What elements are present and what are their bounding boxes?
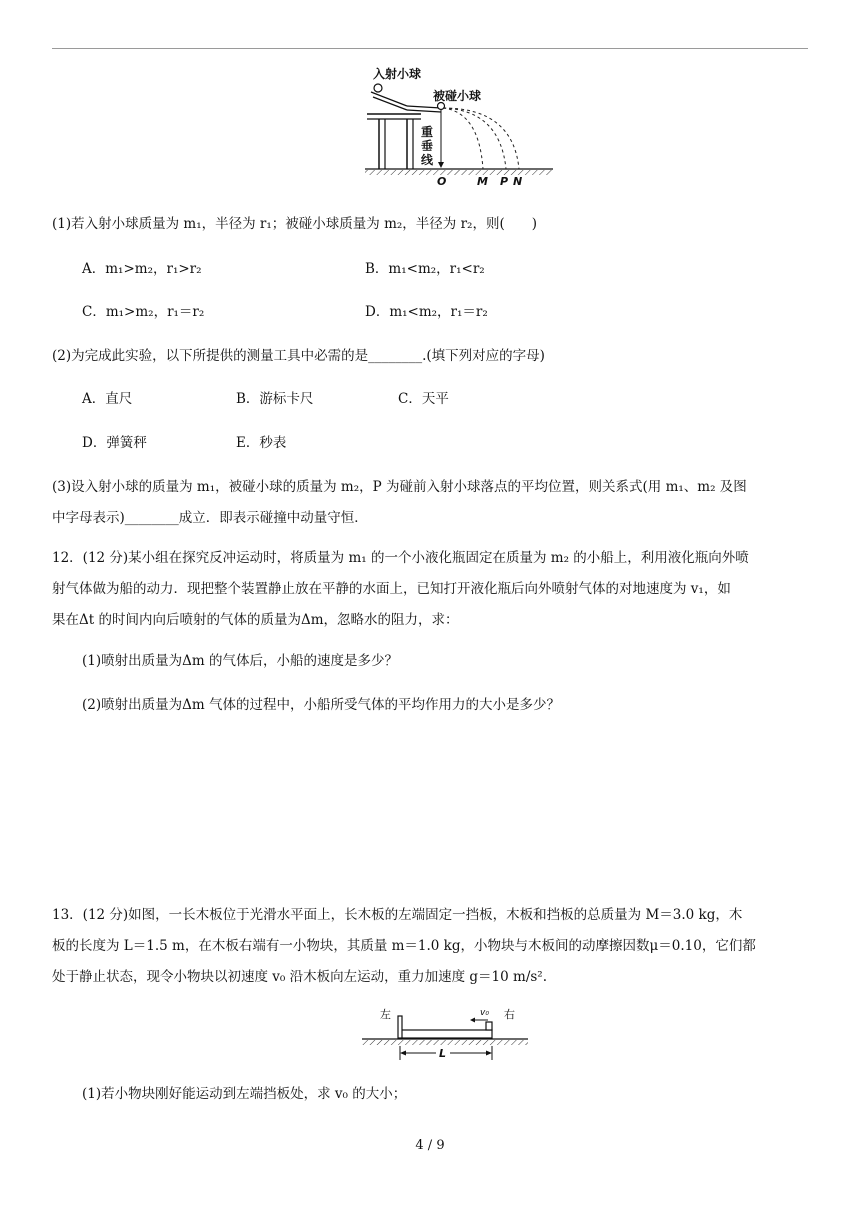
header-rule: [52, 48, 808, 49]
q11-tool-c: C．天平: [398, 391, 449, 407]
q13-line2: 板的长度为 L＝1.5 m，在木板右端有一小物块，其质量 m＝1.0 kg，小物块与木板间的动摩擦因数μ＝0.10，它们都: [52, 938, 756, 954]
label-v0: v₀: [480, 1008, 489, 1018]
label-target-ball: 被碰小球: [433, 89, 482, 103]
q12-line3: 果在Δt 的时间内向后喷射的气体的质量为Δm，忽略水的阻力，求：: [52, 612, 459, 628]
q11-option-c: C．m₁>m₂，r₁＝r₂: [82, 304, 205, 320]
q11-option-a: A．m₁>m₂，r₁>r₂: [82, 261, 202, 277]
label-right: 右: [504, 1008, 515, 1021]
q11-option-b: B．m₁<m₂，r₁<r₂: [365, 261, 485, 277]
page-number: 4 / 9: [415, 1138, 445, 1153]
label-plumb-3: 线: [421, 153, 434, 167]
q11-part3-line1: (3)设入射小球的质量为 m₁，被碰小球的质量为 m₂，P 为碰前入射小球落点的平均位置，则关系式(用 m₁、m₂ 及图: [52, 479, 747, 495]
q13-line3: 处于静止状态，现令小物块以初速度 v₀ 沿木板向左运动，重力加速度 g＝10 m/s².: [52, 969, 548, 985]
figure-board-block: [358, 1000, 530, 1068]
label-left: 左: [380, 1008, 391, 1021]
q12-line2: 射气体做为船的动力．现把整个装置静止放在平静的水面上，已知打开液化瓶后向外喷射气体的对地速度为 v₁，如: [52, 581, 731, 597]
label-length-L: L: [439, 1047, 447, 1060]
q11-part2: (2)为完成此实验，以下所提供的测量工具中必需的是________.(填下列对应的字母): [52, 348, 545, 364]
q13-sub1: (1)若小物块刚好能运动到左端挡板处，求 v₀ 的大小；: [82, 1086, 407, 1102]
q11-part3-line2: 中字母表示)________成立．即表示碰撞中动量守恒．: [52, 510, 368, 526]
q12-sub2: (2)喷射出质量为Δm 气体的过程中，小船所受气体的平均作用力的大小是多少？: [82, 697, 560, 713]
figure-collision-apparatus: [355, 62, 555, 190]
q12-sub1: (1)喷射出质量为Δm 的气体后，小船的速度是多少？: [82, 653, 398, 669]
label-point-N: N: [513, 175, 523, 188]
label-point-P: P: [500, 175, 509, 188]
label-point-O: O: [437, 175, 447, 188]
q12-line1: 12．(12 分)某小组在探究反冲运动时，将质量为 m₁ 的一个小液化瓶固定在质量为 m₂ 的小船上，利用液化瓶向外喷: [52, 550, 749, 566]
label-incident-ball: 入射小球: [373, 67, 422, 81]
q11-option-d: D．m₁<m₂，r₁＝r₂: [365, 304, 488, 320]
q11-tool-a: A．直尺: [82, 391, 133, 407]
label-plumb-1: 重: [421, 125, 434, 139]
q11-part1: (1)若入射小球质量为 m₁，半径为 r₁；被碰小球质量为 m₂，半径为 r₂，则( ): [52, 216, 537, 232]
q13-line1: 13．(12 分)如图，一长木板位于光滑水平面上，长木板的左端固定一挡板，木板和挡板的总质量为 M＝3.0 kg，木: [52, 907, 743, 923]
q11-tool-d: D．弹簧秤: [82, 435, 147, 451]
label-plumb-2: 垂: [421, 139, 434, 153]
q11-tool-b: B．游标卡尺: [236, 391, 314, 407]
q11-tool-e: E．秒表: [236, 435, 287, 451]
label-point-M: M: [477, 175, 488, 188]
